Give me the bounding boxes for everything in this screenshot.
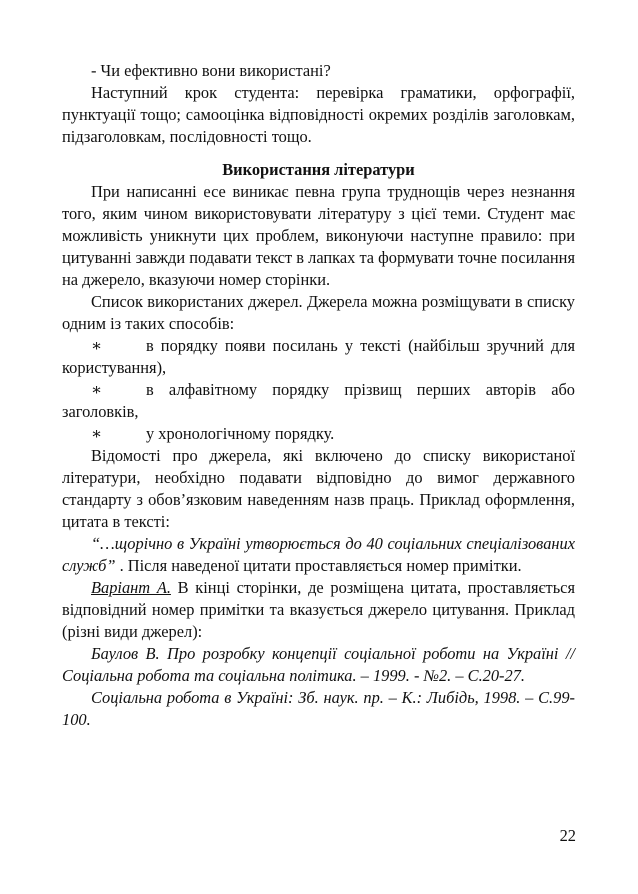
bullet-mark: ∗ [91,424,103,443]
section-heading: Використання літератури [222,160,415,179]
paragraph-sources-list: Список використаних джерел. Джерела можна розміщувати в списку одним із таких способів: [62,292,575,333]
list-item [62,423,575,445]
reference-1: Баулов В. Про розробку концепції соціальної роботи на Україні // Соціальна робота та соціальна політика. – 1999. - №2. – С.20-27. [62,644,575,685]
paragraph-question: - Чи ефективно вони використані? [91,61,331,80]
list-item-text: у хронологічному порядку. [146,424,335,443]
paragraph-next-step: Наступний крок студента: перевірка граматики, орфографії, пунктуації тощо; самооцінка відповідності окремих розділів заголовкам, підзаголовкам, послідовності тощо. [62,83,575,146]
bullet-mark: ∗ [91,336,103,355]
list-item-text: в порядку появи посилань у тексті (найбільш зручний для користування), [62,336,575,377]
list-item [62,335,575,379]
bullet-mark: ∗ [91,380,103,399]
paragraph-requirements: Відомості про джерела, які включено до списку використаної літератури, необхідно подавати відповідно до вимог державного стандарту з обов’язковим наведенням назв праць. Приклад оформлення, цитата в тексті: [62,446,575,531]
list-item [62,379,575,423]
variant-text: В кінці сторінки, де розміщена цитата, проставляється відповідний номер примітки та вказується джерело цитування. Приклад (різні види джерел): [62,578,575,641]
list-item-text: в алфавітному порядку прізвищ перших авторів або заголовків, [62,380,575,421]
paragraph-quote-example [62,533,575,577]
quote-text: “…щорічно в Україні утворюється до 40 соціальних спеціалізованих служб” [62,534,575,575]
quote-followup: . Після наведеної цитати проставляється номер примітки. [115,556,522,575]
page-number: 22 [559,826,576,845]
document-page [62,60,575,731]
paragraph-variant-a [62,577,575,643]
reference-2: Соціальна робота в Україні: Зб. наук. пр. – К.: Либідь, 1998. – С.99-100. [62,688,575,729]
variant-label: Варіант А. [91,578,171,597]
paragraph-difficulties: При написанні есе виникає певна група труднощів через незнання того, яким чином використовувати літературу з цієї теми. Студент має можливість уникнути цих проблем, виконуючи наступне правило: при цитуванні завжди подавати текст в лапках та формувати точне посилання на джерело, вказуючи номер сторінки. [62,182,575,289]
